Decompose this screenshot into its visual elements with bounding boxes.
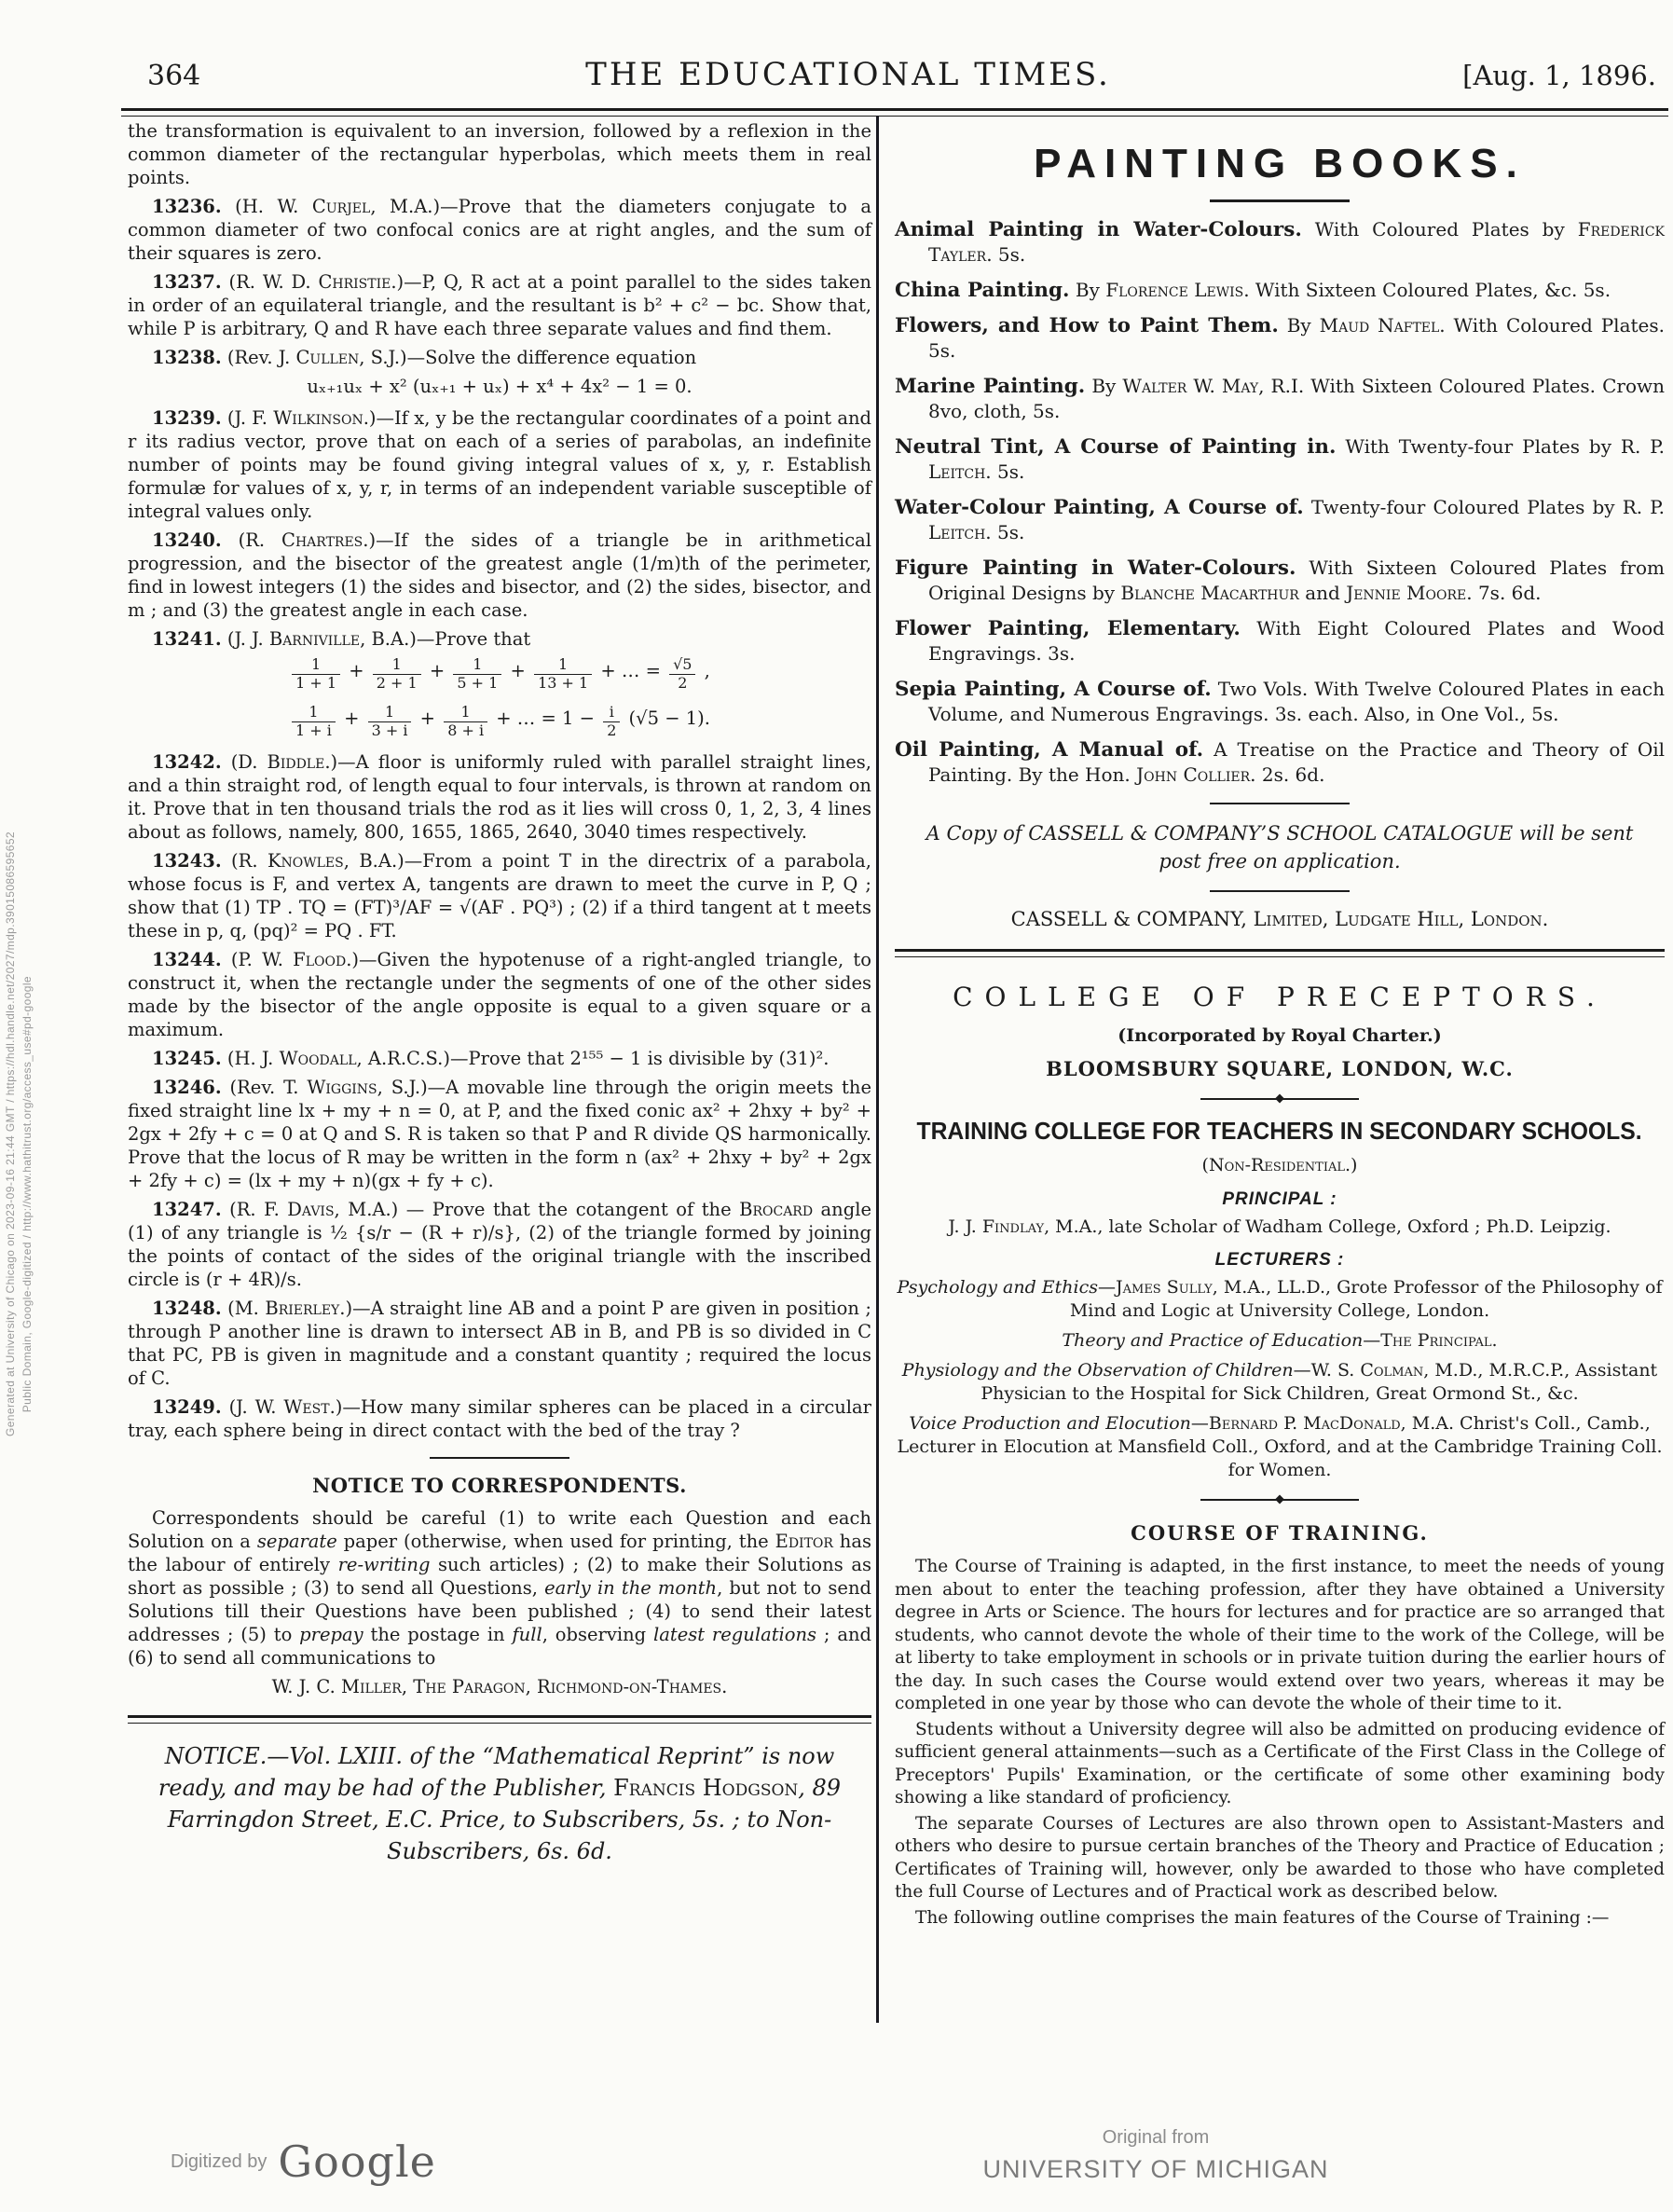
course-of-training-heading: COURSE OF TRAINING. bbox=[1131, 1521, 1429, 1545]
section-rule bbox=[1210, 803, 1350, 804]
lecturer-item: Psychology and Ethics—James Sully, M.A., LL.D., Grote Professor of the Philosophy of Mind and Logic at University College, London. bbox=[897, 1277, 1663, 1321]
heading-rule bbox=[1210, 199, 1350, 202]
problem-13240: 13240. (R. Chartres.)—If the sides of a triangle be in arithmetical progression, and the bisector of the greatest angle (1/m)th of the perimeter, find in lowest integers (1) the sides and bisector, and (2) the sides, bisector, and m ; and (3) the greatest angle in each case. bbox=[128, 529, 871, 621]
google-digitized-mark bbox=[171, 2136, 436, 2187]
book-item: Neutral Tint, A Course of Painting in. With Twenty-four Plates by R. P. Leitch. 5s. bbox=[895, 435, 1665, 483]
journal-title: THE EDUCATIONAL TIMES. bbox=[585, 56, 1111, 93]
issue-date: [Aug. 1, 1896. bbox=[1462, 60, 1656, 91]
university-name: UNIVERSITY OF MICHIGAN bbox=[982, 2155, 1329, 2183]
problem-13241: 13241. (J. J. Barniville, B.A.)—Prove that bbox=[152, 628, 531, 650]
lecturer-item: Physiology and the Observation of Children—W. S. Colman, M.D., M.R.C.P., Assistant Physician to the Hospital for Sick Children, Great Ormond St., &c. bbox=[901, 1360, 1658, 1404]
book-item: Sepia Painting, A Course of. Two Vols. With Twelve Coloured Plates in each Volume, and Numerous Engravings. 3s. each. Also, in One Vol., 5s. bbox=[895, 678, 1666, 725]
advert-divider-rule bbox=[895, 949, 1665, 957]
problem-13244: 13244. (P. W. Flood.)—Given the hypotenuse of a right-angled triangle, to construct it, when the rectangle under the segments of one of the other sides made by the bisector of the angle opposite is equal to a given square or a maximum. bbox=[128, 949, 872, 1041]
cassell-company-line: CASSELL & COMPANY, Limited, Ludgate Hill, London. bbox=[1010, 908, 1549, 930]
course-paragraph: The separate Courses of Lectures are also thrown open to Assistant-Masters and others who desire to pursue certain branches of the Theory and Practice of Education ; Certificates of Training will, however, only be awarded to those who have completed the full Course of Lectures and of Practical work as described below. bbox=[895, 1813, 1665, 1902]
editor-address-line: W. J. C. Miller, The Paragon, Richmond-on-Thames. bbox=[271, 1676, 728, 1698]
book-item: Flower Painting, Elementary. With Eight Coloured Plates and Wood Engravings. 3s. bbox=[895, 617, 1665, 665]
painting-books-heading: PAINTING BOOKS. bbox=[1034, 141, 1526, 186]
left-column bbox=[128, 119, 871, 1867]
training-college-heading: TRAINING COLLEGE FOR TEACHERS IN SECONDARY SCHOOLS. bbox=[916, 1117, 1643, 1145]
book-item: China Painting. By Florence Lewis. With Sixteen Coloured Plates, &c. 5s. bbox=[895, 279, 1611, 302]
source-library-mark bbox=[960, 2127, 1351, 2184]
correspondents-paragraph: Correspondents should be careful (1) to write each Question and each Solution on a separate paper (otherwise, when used for printing, the Editor has the labour of entirely re-writing such articles) ; (2) to make their Solutions as short as possible ; (3) to send all Questions, early in the month, but not to send Solutions till their Questions have been published ; (4) to send their latest addresses ; (5) to prepay the postage in full, observing latest regulations ; and (6) to send all communications to bbox=[128, 1507, 872, 1669]
right-column bbox=[895, 121, 1665, 1932]
royal-charter-line: (Incorporated by Royal Charter.) bbox=[1118, 1025, 1442, 1046]
principal-label: PRINCIPAL : bbox=[1222, 1189, 1337, 1209]
section-rule bbox=[430, 1457, 569, 1459]
column-divider bbox=[876, 116, 879, 2023]
course-paragraph: The following outline comprises the main features of the Course of Training :— bbox=[915, 1907, 1610, 1928]
problem-13237: 13237. (R. W. D. Christie.)—P, Q, R act at a point parallel to the sides taken in order of an equilateral triangle, and the resultant is b² + c² − bc. Show that, while P is arbitrary, Q and R have each three separate values and find them. bbox=[128, 271, 871, 339]
header-rule bbox=[121, 108, 1668, 117]
page-number: 364 bbox=[147, 60, 201, 92]
original-from-label: Original from bbox=[1102, 2127, 1210, 2148]
problem-13236: 13236. (H. W. Curjel, M.A.)—Prove that the diameters conjugate to a common diameter of two confocal conics are at right angles, and the sum of their squares is zero. bbox=[128, 196, 871, 264]
equation-13241-line1: $\frac{1}{1 + 1}$ + $\frac{1}{2 + 1}$ + $\frac{1}{5 + 1}$ + $\frac{1}{13 + 1}$ + … = $\frac{√5}{2}$ , bbox=[128, 656, 871, 693]
section-double-rule bbox=[128, 1715, 871, 1724]
margin-license-line: Public Domain, Google-digitized / http://www.hathitrust.org/access_use#pd-google bbox=[21, 976, 34, 1413]
continuation-paragraph: the transformation is equivalent to an inversion, followed by a reflexion in the common diameter of the rectangular hyperbolas, which meets them in real points. bbox=[128, 120, 871, 188]
book-item: Water-Colour Painting, A Course of. Twenty-four Coloured Plates by R. P. Leitch. 5s. bbox=[895, 496, 1665, 543]
lecturer-item: Theory and Practice of Education—The Principal. bbox=[1062, 1330, 1498, 1351]
course-paragraph: Students without a University degree will also be admitted on producing evidence of sufficient general attainments—such as a Certificate of the First Class in the College of Preceptors' Pupils' Examination, or the certificate of some other examining body showing a like standard of proficiency. bbox=[895, 1719, 1665, 1807]
problem-13249: 13249. (J. W. West.)—How many similar spheres can be placed in a circular tray, each sphere being in direct contact with the bed of the tray ? bbox=[128, 1396, 871, 1442]
problem-13247: 13247. (R. F. Davis, M.A.) — Prove that the cotangent of the Brocard angle (1) of any triangle is ½ {s/r − (R + r)/s}, (2) of the triangle formed by joining the points of contact of the sides of the original triangle with the inscribed circle is (r + 4R)/s. bbox=[128, 1199, 872, 1291]
problem-13245: 13245. (H. J. Woodall, A.R.C.S.)—Prove that 2¹⁵⁵ − 1 is divisible by (31)². bbox=[152, 1048, 830, 1070]
problem-13246: 13246. (Rev. T. Wiggins, S.J.)—A movable line through the origin meets the fixed straight line lx + my + n = 0, at P, and the fixed conic ax² + 2hxy + by² + 2gx + 2fy + c = 0 at Q and S. R is taken so that P and R divide QS harmonically. Prove that the locus of R may be written in the form n (ax² + 2hxy + by² + 2gx + 2fy + c) = (lx + my + n)(gx + fy + c). bbox=[128, 1077, 871, 1192]
section-rule bbox=[1210, 890, 1350, 892]
principal-name-line: J. J. Findlay, M.A., late Scholar of Wadham College, Oxford ; Ph.D. Leipzig. bbox=[948, 1216, 1611, 1237]
margin-provenance-line: Generated at University of Chicago on 2023-09-16 21:44 GMT / https://hdl.handle.net/2027/mdp.39015086595652 bbox=[4, 831, 17, 1436]
school-catalogue-note: A Copy of CASSELL & COMPANY’S SCHOOL CATALOGUE will be sent post free on application. bbox=[926, 822, 1634, 872]
mathematical-reprint-notice: NOTICE.—Vol. LXIII. of the “Mathematical Reprint” is now ready, and may be had of the Publisher, Francis Hodgson, 89 Farringdon Street, E.C. Price, to Subscribers, 5s. ; to Non-Subscribers, 6s. 6d. bbox=[158, 1743, 842, 1865]
ornament-divider bbox=[1200, 1495, 1359, 1504]
book-item: Flowers, and How to Paint Them. By Maud Naftel. With Coloured Plates. 5s. bbox=[895, 314, 1665, 362]
lecturer-item: Voice Production and Elocution—Bernard P. MacDonald, M.A. Christ's Coll., Camb., Lecturer in Elocution at Mansfield Coll., Oxford, and at the Cambridge Training Coll. for Women. bbox=[897, 1413, 1663, 1480]
problem-13242: 13242. (D. Biddle.)—A floor is uniformly ruled with parallel straight lines, and a thin straight rod, of length equal to four intervals, is thrown at random on it. Prove that in ten thousand trials the rod as it lies will cross 0, 1, 2, 3, 4 lines about as follows, namely, 800, 1655, 1865, 2640, 3040 times respectively. bbox=[128, 751, 871, 844]
ornament-divider bbox=[1200, 1094, 1359, 1104]
college-address: BLOOMSBURY SQUARE, LONDON, W.C. bbox=[1046, 1057, 1514, 1080]
problem-13243: 13243. (R. Knowles, B.A.)—From a point T in the directrix of a parabola, whose focus is F, and vertex A, tangents are drawn to meet the curve in P, Q ; show that (1) TP . TQ = (FT)³/AF = √(AF . PQ³) ; (2) if a third tangent at t meets these in p, q, (pq)² = PQ . FT. bbox=[128, 850, 871, 942]
lecturers-label: LECTURERS : bbox=[1214, 1250, 1345, 1270]
equation-13238: uₓ₊₁uₓ + x² (uₓ₊₁ + uₓ) + x⁴ + 4x² − 1 = 0. bbox=[307, 376, 693, 397]
digitized-by-label: Digitized by bbox=[171, 2150, 267, 2172]
college-of-preceptors-title: COLLEGE OF PRECEPTORS. bbox=[953, 982, 1607, 1012]
problem-13239: 13239. (J. F. Wilkinson.)—If x, y be the rectangular coordinates of a point and r its radius vector, prove that on each of a series of parabolas, an indefinite number of points may be found giving integral values of x, y, r. Establish formulæ for values of x, y, r, in terms of an independent variable susceptible of integral values only. bbox=[128, 407, 871, 522]
problem-13238: 13238. (Rev. J. Cullen, S.J.)—Solve the difference equation bbox=[152, 347, 697, 368]
course-paragraph: The Course of Training is adapted, in the first instance, to meet the needs of young men about to enter the teaching profession, after they have obtained a University degree in Arts or Science. The hours for lectures and for practice are so arranged that students, who cannot devote the whole of their time to the work of the College, will be at liberty to take employment in schools or in private tuition during the earlier hours of the day. In such cases the Course would extend over two years, whereas it may be completed in one year by those who can devote the whole of their time to it. bbox=[895, 1557, 1665, 1713]
book-item: Animal Painting in Water-Colours. With Coloured Plates by Frederick Tayler. 5s. bbox=[895, 218, 1666, 266]
equation-13241-line2: $\frac{1}{1 + i}$ + $\frac{1}{3 + i}$ + $\frac{1}{8 + i}$ + … = 1 − $\frac{i}{2}$ (√5 − 1). bbox=[128, 704, 871, 740]
book-item: Oil Painting, A Manual of. A Treatise on the Practice and Theory of Oil Painting. By the Hon. John Collier. 2s. 6d. bbox=[895, 738, 1666, 786]
problem-13248: 13248. (M. Brierley.)—A straight line AB and a point P are given in position ; through P another line is drawn to intersect AB in B, and PB is so divided in C that PC, PB is given in magnitude and a constant quantity ; required the locus of C. bbox=[128, 1298, 872, 1390]
google-logo: Google bbox=[278, 2136, 436, 2187]
non-residential-line: (Non-Residential.) bbox=[1201, 1155, 1358, 1175]
notice-to-correspondents-heading: NOTICE TO CORRESPONDENTS. bbox=[312, 1474, 687, 1498]
book-item: Marine Painting. By Walter W. May, R.I. With Sixteen Coloured Plates. Crown 8vo, cloth, 5s. bbox=[895, 375, 1666, 422]
book-item: Figure Painting in Water-Colours. With Sixteen Coloured Plates from Original Designs by Blanche Macarthur and Jennie Moore. 7s. 6d. bbox=[895, 556, 1665, 604]
